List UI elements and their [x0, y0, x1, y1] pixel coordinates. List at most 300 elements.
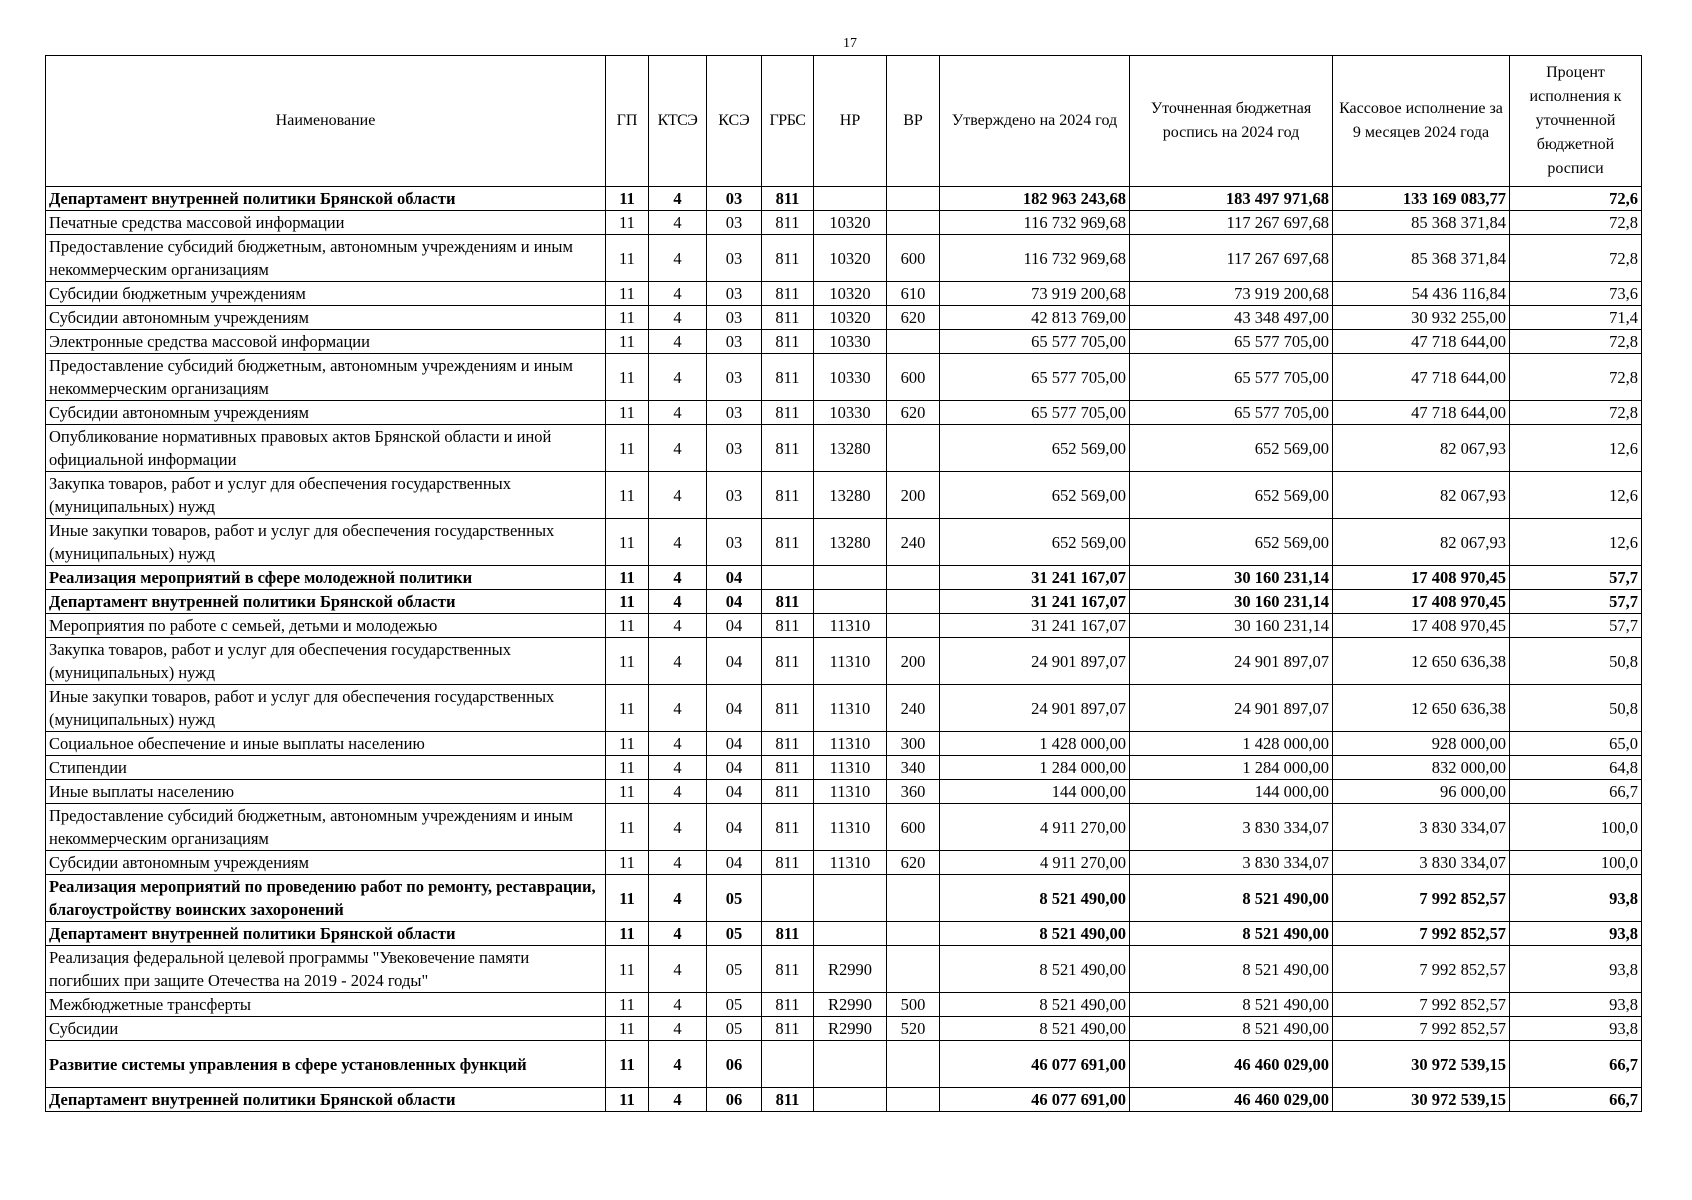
- cell-name: Предоставление субсидий бюджетным, автономным учреждениям и иным некоммерческим организациям: [46, 804, 606, 851]
- table-row: [46, 1041, 1642, 1088]
- cell-nr: [814, 187, 887, 211]
- table-row: [46, 330, 1642, 354]
- cell-nr: 10330: [814, 330, 887, 354]
- cell-gp: 11: [606, 1017, 649, 1041]
- cell-ktse: 4: [649, 235, 707, 282]
- cell-vr: [887, 1088, 940, 1112]
- cell-nr: [814, 922, 887, 946]
- cell-ktse: 4: [649, 566, 707, 590]
- header-row: [46, 56, 1642, 187]
- cell-cash: 82 067,93: [1333, 519, 1510, 566]
- cell-specified: 43 348 497,00: [1130, 306, 1333, 330]
- cell-gp: 11: [606, 354, 649, 401]
- table-row: [46, 306, 1642, 330]
- table-row: [46, 282, 1642, 306]
- cell-vr: 620: [887, 851, 940, 875]
- cell-specified: 3 830 334,07: [1130, 804, 1333, 851]
- cell-name: Иные выплаты населению: [46, 780, 606, 804]
- cell-grbs: 811: [762, 614, 814, 638]
- cell-cash: 928 000,00: [1333, 732, 1510, 756]
- cell-name: Социальное обеспечение и иные выплаты населению: [46, 732, 606, 756]
- cell-kse: 04: [707, 614, 762, 638]
- cell-cash: 7 992 852,57: [1333, 875, 1510, 922]
- table-row: [46, 732, 1642, 756]
- cell-percent: 93,8: [1510, 993, 1642, 1017]
- table-row: [46, 756, 1642, 780]
- table-row: [46, 614, 1642, 638]
- column-header-gp: ГП: [606, 56, 649, 187]
- cell-specified: 30 160 231,14: [1130, 614, 1333, 638]
- cell-cash: 17 408 970,45: [1333, 566, 1510, 590]
- cell-cash: 54 436 116,84: [1333, 282, 1510, 306]
- cell-percent: 72,8: [1510, 211, 1642, 235]
- cell-gp: 11: [606, 993, 649, 1017]
- cell-ktse: 4: [649, 211, 707, 235]
- cell-grbs: 811: [762, 993, 814, 1017]
- cell-specified: 24 901 897,07: [1130, 685, 1333, 732]
- cell-gp: 11: [606, 187, 649, 211]
- cell-specified: 652 569,00: [1130, 472, 1333, 519]
- cell-nr: R2990: [814, 1017, 887, 1041]
- cell-approved: 652 569,00: [940, 519, 1130, 566]
- cell-vr: 610: [887, 282, 940, 306]
- cell-nr: 10320: [814, 306, 887, 330]
- cell-ktse: 4: [649, 1041, 707, 1088]
- cell-approved: 31 241 167,07: [940, 614, 1130, 638]
- cell-specified: 65 577 705,00: [1130, 354, 1333, 401]
- cell-grbs: 811: [762, 732, 814, 756]
- cell-nr: [814, 1088, 887, 1112]
- cell-gp: 11: [606, 472, 649, 519]
- cell-ktse: 4: [649, 804, 707, 851]
- cell-vr: [887, 614, 940, 638]
- cell-grbs: 811: [762, 235, 814, 282]
- cell-nr: 11310: [814, 804, 887, 851]
- table-row: [46, 590, 1642, 614]
- cell-specified: 117 267 697,68: [1130, 211, 1333, 235]
- cell-cash: 17 408 970,45: [1333, 614, 1510, 638]
- cell-gp: 11: [606, 851, 649, 875]
- cell-vr: 500: [887, 993, 940, 1017]
- cell-name: Предоставление субсидий бюджетным, автономным учреждениям и иным некоммерческим организациям: [46, 235, 606, 282]
- cell-vr: [887, 211, 940, 235]
- cell-specified: 65 577 705,00: [1130, 401, 1333, 425]
- cell-vr: [887, 875, 940, 922]
- cell-kse: 04: [707, 851, 762, 875]
- table-row: [46, 685, 1642, 732]
- cell-gp: 11: [606, 875, 649, 922]
- cell-name: Опубликование нормативных правовых актов Брянской области и иной официальной информации: [46, 425, 606, 472]
- cell-name: Департамент внутренней политики Брянской области: [46, 590, 606, 614]
- cell-vr: [887, 566, 940, 590]
- cell-specified: 8 521 490,00: [1130, 1017, 1333, 1041]
- table-row: [46, 922, 1642, 946]
- cell-name: Субсидии автономным учреждениям: [46, 401, 606, 425]
- cell-approved: 31 241 167,07: [940, 566, 1130, 590]
- cell-name: Развитие системы управления в сфере установленных функций: [46, 1041, 606, 1088]
- cell-grbs: 811: [762, 354, 814, 401]
- cell-vr: 200: [887, 638, 940, 685]
- cell-approved: 182 963 243,68: [940, 187, 1130, 211]
- cell-nr: 11310: [814, 780, 887, 804]
- cell-approved: 1 428 000,00: [940, 732, 1130, 756]
- table-row: [46, 354, 1642, 401]
- cell-cash: 3 830 334,07: [1333, 804, 1510, 851]
- cell-nr: 10330: [814, 401, 887, 425]
- cell-cash: 47 718 644,00: [1333, 330, 1510, 354]
- cell-percent: 64,8: [1510, 756, 1642, 780]
- cell-grbs: 811: [762, 1088, 814, 1112]
- cell-grbs: 811: [762, 756, 814, 780]
- cell-approved: 31 241 167,07: [940, 590, 1130, 614]
- cell-grbs: 811: [762, 472, 814, 519]
- cell-vr: [887, 946, 940, 993]
- cell-vr: 600: [887, 354, 940, 401]
- column-header-vr: ВР: [887, 56, 940, 187]
- cell-gp: 11: [606, 1088, 649, 1112]
- cell-approved: 8 521 490,00: [940, 875, 1130, 922]
- cell-grbs: 811: [762, 946, 814, 993]
- cell-gp: 11: [606, 566, 649, 590]
- table-row: [46, 1017, 1642, 1041]
- cell-specified: 8 521 490,00: [1130, 993, 1333, 1017]
- page-number: 17: [843, 36, 857, 51]
- cell-gp: 11: [606, 638, 649, 685]
- cell-name: Стипендии: [46, 756, 606, 780]
- cell-grbs: 811: [762, 425, 814, 472]
- table-row: [46, 235, 1642, 282]
- cell-name: Предоставление субсидий бюджетным, автономным учреждениям и иным некоммерческим организациям: [46, 354, 606, 401]
- cell-cash: 7 992 852,57: [1333, 946, 1510, 993]
- cell-approved: 652 569,00: [940, 472, 1130, 519]
- cell-cash: 7 992 852,57: [1333, 1017, 1510, 1041]
- cell-vr: 300: [887, 732, 940, 756]
- table-row: [46, 211, 1642, 235]
- cell-nr: [814, 875, 887, 922]
- cell-name: Закупка товаров, работ и услуг для обеспечения государственных (муниципальных) нужд: [46, 472, 606, 519]
- cell-nr: 11310: [814, 614, 887, 638]
- cell-ktse: 4: [649, 993, 707, 1017]
- cell-nr: 13280: [814, 519, 887, 566]
- cell-kse: 03: [707, 330, 762, 354]
- cell-vr: [887, 330, 940, 354]
- cell-percent: 72,8: [1510, 235, 1642, 282]
- cell-ktse: 4: [649, 922, 707, 946]
- cell-kse: 04: [707, 566, 762, 590]
- cell-gp: 11: [606, 614, 649, 638]
- cell-nr: 11310: [814, 638, 887, 685]
- cell-ktse: 4: [649, 354, 707, 401]
- cell-kse: 04: [707, 638, 762, 685]
- cell-approved: 65 577 705,00: [940, 401, 1130, 425]
- table-body: [46, 187, 1642, 1112]
- cell-ktse: 4: [649, 282, 707, 306]
- cell-grbs: 811: [762, 401, 814, 425]
- table-header: [46, 56, 1642, 187]
- cell-specified: 73 919 200,68: [1130, 282, 1333, 306]
- cell-specified: 652 569,00: [1130, 425, 1333, 472]
- cell-kse: 04: [707, 732, 762, 756]
- cell-kse: 03: [707, 306, 762, 330]
- cell-specified: 65 577 705,00: [1130, 330, 1333, 354]
- cell-kse: 05: [707, 946, 762, 993]
- cell-kse: 04: [707, 685, 762, 732]
- cell-name: Иные закупки товаров, работ и услуг для обеспечения государственных (муниципальных) нужд: [46, 685, 606, 732]
- column-header-percent: Процент исполнения к уточненной бюджетной росписи: [1510, 56, 1642, 187]
- cell-specified: 1 284 000,00: [1130, 756, 1333, 780]
- cell-grbs: 811: [762, 685, 814, 732]
- cell-cash: 47 718 644,00: [1333, 401, 1510, 425]
- cell-nr: 11310: [814, 732, 887, 756]
- cell-ktse: 4: [649, 614, 707, 638]
- cell-gp: 11: [606, 306, 649, 330]
- cell-name: Иные закупки товаров, работ и услуг для обеспечения государственных (муниципальных) нужд: [46, 519, 606, 566]
- column-header-nr: НР: [814, 56, 887, 187]
- cell-cash: 133 169 083,77: [1333, 187, 1510, 211]
- cell-specified: 144 000,00: [1130, 780, 1333, 804]
- cell-ktse: 4: [649, 519, 707, 566]
- cell-grbs: 811: [762, 282, 814, 306]
- cell-nr: [814, 590, 887, 614]
- cell-percent: 57,7: [1510, 590, 1642, 614]
- cell-kse: 03: [707, 187, 762, 211]
- cell-ktse: 4: [649, 685, 707, 732]
- cell-name: Департамент внутренней политики Брянской области: [46, 1088, 606, 1112]
- cell-approved: 652 569,00: [940, 425, 1130, 472]
- cell-grbs: 811: [762, 804, 814, 851]
- cell-vr: [887, 590, 940, 614]
- cell-nr: R2990: [814, 946, 887, 993]
- column-header-grbs: ГРБС: [762, 56, 814, 187]
- cell-grbs: 811: [762, 211, 814, 235]
- cell-ktse: 4: [649, 875, 707, 922]
- cell-name: Межбюджетные трансферты: [46, 993, 606, 1017]
- cell-approved: 8 521 490,00: [940, 922, 1130, 946]
- cell-vr: 520: [887, 1017, 940, 1041]
- table-row: [46, 638, 1642, 685]
- cell-specified: 8 521 490,00: [1130, 922, 1333, 946]
- cell-name: Закупка товаров, работ и услуг для обеспечения государственных (муниципальных) нужд: [46, 638, 606, 685]
- cell-vr: [887, 187, 940, 211]
- cell-approved: 4 911 270,00: [940, 804, 1130, 851]
- cell-name: Субсидии автономным учреждениям: [46, 306, 606, 330]
- cell-gp: 11: [606, 756, 649, 780]
- cell-kse: 04: [707, 590, 762, 614]
- cell-name: Электронные средства массовой информации: [46, 330, 606, 354]
- cell-approved: 46 077 691,00: [940, 1088, 1130, 1112]
- cell-cash: 7 992 852,57: [1333, 993, 1510, 1017]
- cell-grbs: 811: [762, 638, 814, 685]
- cell-gp: 11: [606, 922, 649, 946]
- cell-ktse: 4: [649, 780, 707, 804]
- cell-specified: 46 460 029,00: [1130, 1041, 1333, 1088]
- cell-approved: 116 732 969,68: [940, 211, 1130, 235]
- cell-nr: 10320: [814, 211, 887, 235]
- cell-percent: 71,4: [1510, 306, 1642, 330]
- cell-nr: 11310: [814, 685, 887, 732]
- table-row: [46, 401, 1642, 425]
- cell-approved: 8 521 490,00: [940, 946, 1130, 993]
- cell-kse: 03: [707, 519, 762, 566]
- table-row: [46, 851, 1642, 875]
- cell-cash: 7 992 852,57: [1333, 922, 1510, 946]
- cell-ktse: 4: [649, 472, 707, 519]
- cell-nr: 11310: [814, 756, 887, 780]
- column-header-approved: Утверждено на 2024 год: [940, 56, 1130, 187]
- cell-grbs: [762, 566, 814, 590]
- cell-specified: 1 428 000,00: [1130, 732, 1333, 756]
- cell-vr: 240: [887, 519, 940, 566]
- cell-vr: 620: [887, 401, 940, 425]
- cell-cash: 82 067,93: [1333, 472, 1510, 519]
- cell-cash: 85 368 371,84: [1333, 211, 1510, 235]
- cell-percent: 72,6: [1510, 187, 1642, 211]
- cell-name: Реализация федеральной целевой программы "Увековечение памяти погибших при защите Отечества на 2019 - 2024 годы": [46, 946, 606, 993]
- cell-gp: 11: [606, 401, 649, 425]
- cell-specified: 46 460 029,00: [1130, 1088, 1333, 1112]
- cell-kse: 03: [707, 354, 762, 401]
- cell-vr: 200: [887, 472, 940, 519]
- column-header-cash: Кассовое исполнение за 9 месяцев 2024 года: [1333, 56, 1510, 187]
- cell-percent: 66,7: [1510, 1041, 1642, 1088]
- cell-name: Субсидии автономным учреждениям: [46, 851, 606, 875]
- cell-ktse: 4: [649, 425, 707, 472]
- table-row: [46, 187, 1642, 211]
- cell-percent: 12,6: [1510, 472, 1642, 519]
- cell-approved: 144 000,00: [940, 780, 1130, 804]
- cell-cash: 96 000,00: [1333, 780, 1510, 804]
- cell-approved: 42 813 769,00: [940, 306, 1130, 330]
- table-row: [46, 519, 1642, 566]
- cell-gp: 11: [606, 211, 649, 235]
- cell-vr: [887, 922, 940, 946]
- cell-gp: 11: [606, 235, 649, 282]
- cell-percent: 50,8: [1510, 685, 1642, 732]
- cell-nr: 13280: [814, 425, 887, 472]
- cell-grbs: 811: [762, 922, 814, 946]
- cell-percent: 93,8: [1510, 946, 1642, 993]
- cell-percent: 12,6: [1510, 425, 1642, 472]
- cell-ktse: 4: [649, 1088, 707, 1112]
- cell-percent: 100,0: [1510, 851, 1642, 875]
- cell-gp: 11: [606, 780, 649, 804]
- cell-cash: 30 972 539,15: [1333, 1041, 1510, 1088]
- cell-vr: 240: [887, 685, 940, 732]
- table-row: [46, 780, 1642, 804]
- cell-vr: [887, 425, 940, 472]
- cell-vr: 600: [887, 235, 940, 282]
- cell-grbs: 811: [762, 187, 814, 211]
- cell-approved: 8 521 490,00: [940, 1017, 1130, 1041]
- cell-percent: 72,8: [1510, 354, 1642, 401]
- cell-nr: 10320: [814, 282, 887, 306]
- cell-nr: [814, 566, 887, 590]
- cell-kse: 03: [707, 401, 762, 425]
- cell-cash: 47 718 644,00: [1333, 354, 1510, 401]
- cell-specified: 652 569,00: [1130, 519, 1333, 566]
- table-row: [46, 566, 1642, 590]
- cell-kse: 03: [707, 425, 762, 472]
- cell-cash: 85 368 371,84: [1333, 235, 1510, 282]
- cell-specified: 117 267 697,68: [1130, 235, 1333, 282]
- cell-cash: 30 932 255,00: [1333, 306, 1510, 330]
- cell-ktse: 4: [649, 401, 707, 425]
- table-row: [46, 804, 1642, 851]
- cell-percent: 73,6: [1510, 282, 1642, 306]
- cell-approved: 8 521 490,00: [940, 993, 1130, 1017]
- cell-specified: 24 901 897,07: [1130, 638, 1333, 685]
- cell-vr: 620: [887, 306, 940, 330]
- cell-cash: 17 408 970,45: [1333, 590, 1510, 614]
- cell-grbs: 811: [762, 519, 814, 566]
- cell-gp: 11: [606, 330, 649, 354]
- cell-kse: 05: [707, 922, 762, 946]
- cell-ktse: 4: [649, 756, 707, 780]
- cell-vr: 600: [887, 804, 940, 851]
- cell-percent: 93,8: [1510, 1017, 1642, 1041]
- cell-vr: 340: [887, 756, 940, 780]
- cell-nr: 13280: [814, 472, 887, 519]
- cell-kse: 05: [707, 1017, 762, 1041]
- cell-kse: 03: [707, 211, 762, 235]
- cell-grbs: [762, 875, 814, 922]
- cell-kse: 03: [707, 472, 762, 519]
- cell-percent: 72,8: [1510, 330, 1642, 354]
- cell-specified: 30 160 231,14: [1130, 590, 1333, 614]
- cell-ktse: 4: [649, 306, 707, 330]
- cell-cash: 30 972 539,15: [1333, 1088, 1510, 1112]
- cell-kse: 03: [707, 235, 762, 282]
- cell-kse: 05: [707, 875, 762, 922]
- cell-specified: 8 521 490,00: [1130, 946, 1333, 993]
- cell-percent: 93,8: [1510, 922, 1642, 946]
- cell-percent: 66,7: [1510, 780, 1642, 804]
- cell-cash: 832 000,00: [1333, 756, 1510, 780]
- table-row: [46, 425, 1642, 472]
- cell-ktse: 4: [649, 638, 707, 685]
- cell-nr: 10330: [814, 354, 887, 401]
- cell-grbs: 811: [762, 851, 814, 875]
- cell-gp: 11: [606, 946, 649, 993]
- cell-grbs: 811: [762, 330, 814, 354]
- cell-approved: 4 911 270,00: [940, 851, 1130, 875]
- cell-ktse: 4: [649, 330, 707, 354]
- table-row: [46, 472, 1642, 519]
- cell-specified: 3 830 334,07: [1130, 851, 1333, 875]
- column-header-name: Наименование: [46, 56, 606, 187]
- cell-gp: 11: [606, 1041, 649, 1088]
- column-header-ktse: КТСЭ: [649, 56, 707, 187]
- cell-grbs: 811: [762, 780, 814, 804]
- cell-nr: 10320: [814, 235, 887, 282]
- cell-percent: 57,7: [1510, 614, 1642, 638]
- column-header-kse: КСЭ: [707, 56, 762, 187]
- table-row: [46, 993, 1642, 1017]
- cell-approved: 73 919 200,68: [940, 282, 1130, 306]
- cell-kse: 04: [707, 804, 762, 851]
- cell-vr: [887, 1041, 940, 1088]
- cell-percent: 93,8: [1510, 875, 1642, 922]
- column-header-specified: Уточненная бюджетная роспись на 2024 год: [1130, 56, 1333, 187]
- cell-grbs: 811: [762, 1017, 814, 1041]
- cell-name: Мероприятия по работе с семьей, детьми и молодежью: [46, 614, 606, 638]
- cell-kse: 06: [707, 1041, 762, 1088]
- cell-approved: 65 577 705,00: [940, 330, 1130, 354]
- cell-percent: 65,0: [1510, 732, 1642, 756]
- cell-name: Печатные средства массовой информации: [46, 211, 606, 235]
- cell-name: Реализация мероприятий в сфере молодежной политики: [46, 566, 606, 590]
- cell-approved: 116 732 969,68: [940, 235, 1130, 282]
